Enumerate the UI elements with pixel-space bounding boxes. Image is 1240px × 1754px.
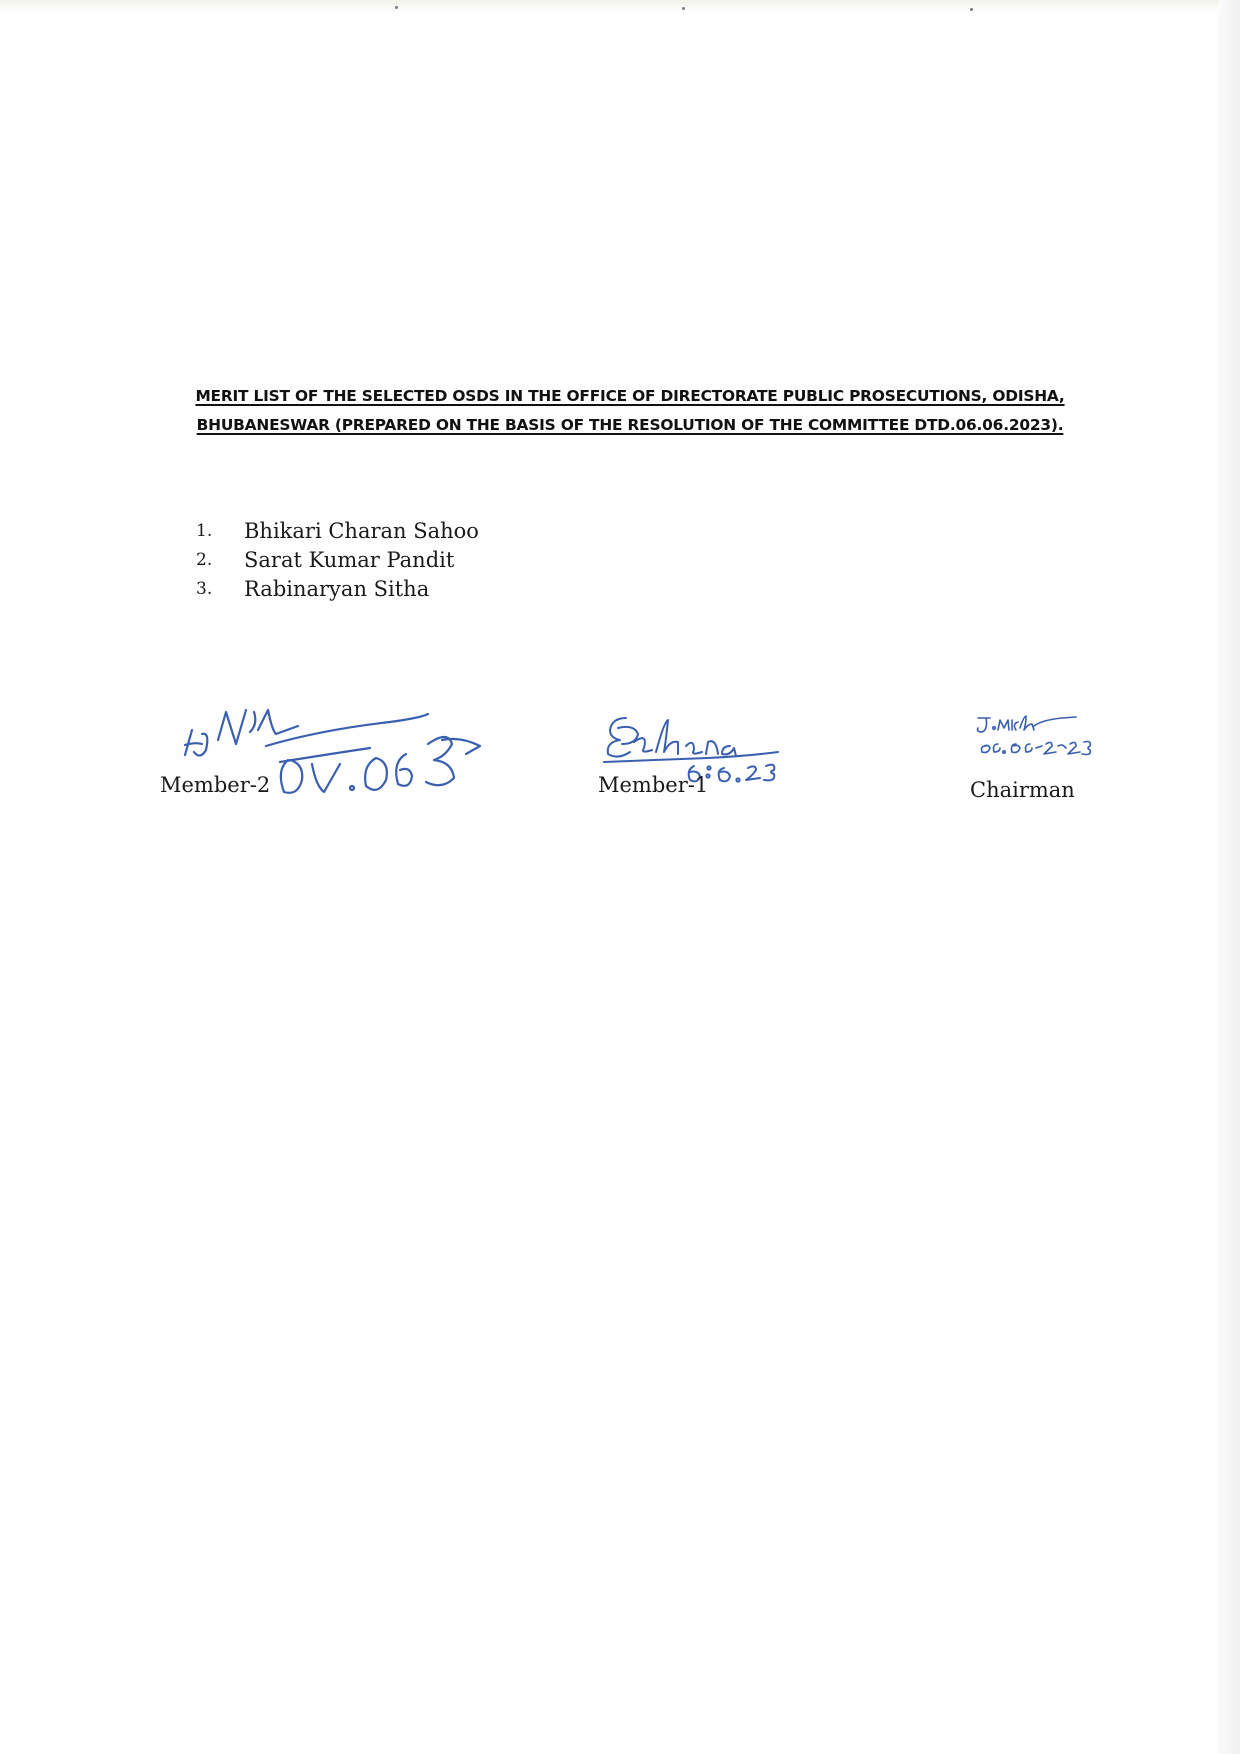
document-title-line-2: BHUBANESWAR (PREPARED ON THE BASIS OF THE RESOLUTION OF THE COMMITTEE DTD.06.06.2023). bbox=[196, 416, 1064, 434]
scan-top-band bbox=[0, 0, 1240, 12]
list-item-name: Sarat Kumar Pandit bbox=[244, 548, 455, 572]
list-item-name: Bhikari Charan Sahoo bbox=[244, 519, 479, 543]
merit-list bbox=[196, 517, 479, 604]
document-title bbox=[150, 382, 1110, 440]
list-item bbox=[196, 546, 479, 575]
scan-speck bbox=[395, 6, 398, 9]
list-item-number: 2. bbox=[196, 550, 213, 570]
member1-label: Member-1 bbox=[598, 773, 709, 797]
member2-label: Member-2 bbox=[160, 773, 271, 797]
chairman-label: Chairman bbox=[970, 778, 1075, 802]
list-item-number: 1. bbox=[196, 521, 213, 541]
list-item-number: 3. bbox=[196, 579, 213, 599]
list-item bbox=[196, 575, 479, 604]
list-item-name: Rabinaryan Sitha bbox=[244, 577, 430, 601]
list-item bbox=[196, 517, 479, 546]
scan-speck bbox=[970, 8, 973, 11]
document-title-line-1: MERIT LIST OF THE SELECTED OSDS IN THE OFFICE OF DIRECTORATE PUBLIC PROSECUTIONS, ODISHA, bbox=[195, 387, 1065, 405]
chairman-signature bbox=[972, 712, 1132, 762]
scan-speck bbox=[682, 7, 685, 10]
scan-page-edge bbox=[1218, 0, 1240, 1754]
